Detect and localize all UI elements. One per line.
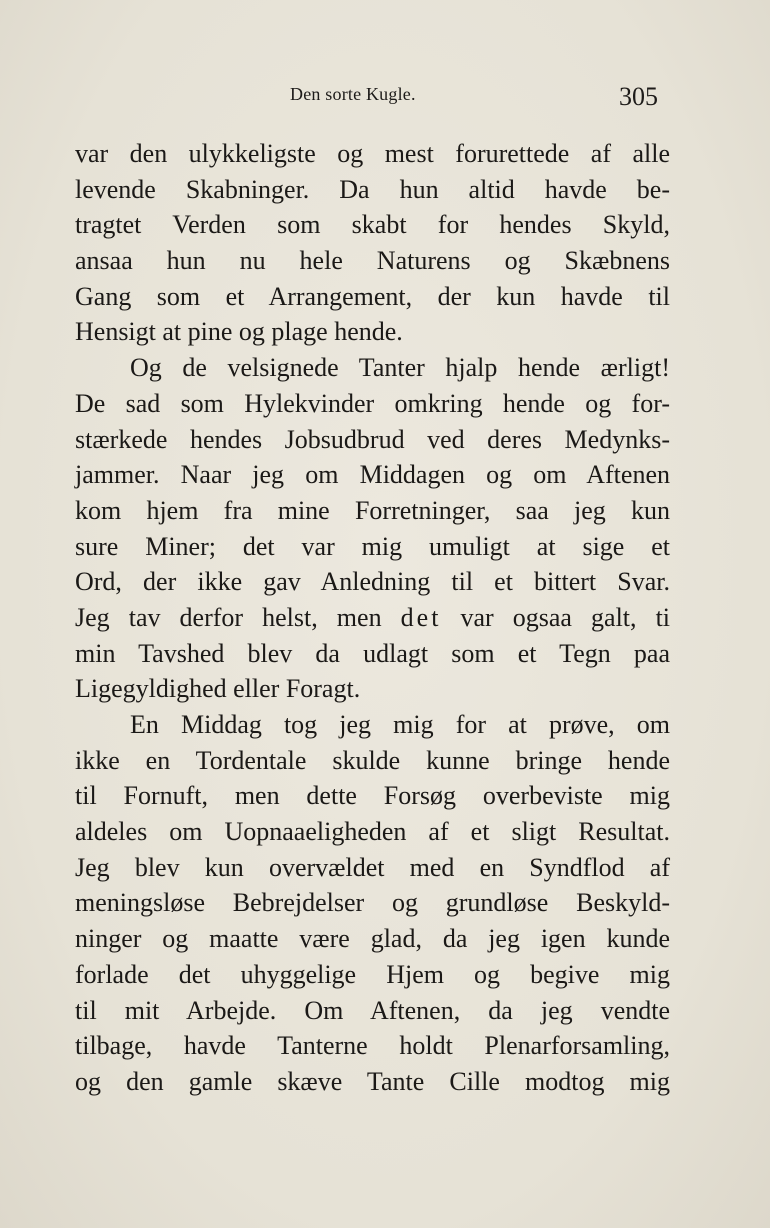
text-line: ninger og maatte være glad, da jeg igen kunde xyxy=(75,924,670,954)
text-line: Jeg blev kun overvældet med en Syndflod af xyxy=(75,852,670,882)
text-line: til Fornuft, men dette Forsøg overbeviste mig xyxy=(75,781,670,811)
text-line: jammer. Naar jeg om Middagen og om Aftenen xyxy=(75,460,670,490)
chapter-title: Den sorte Kugle. xyxy=(290,84,416,104)
text-line: stærkede hendes Jobsudbrud ved deres Medynks- xyxy=(75,424,670,454)
text-line: kom hjem fra mine Forretninger, saa jeg kun xyxy=(75,495,670,525)
emphasized-word: det xyxy=(400,602,442,632)
text-line: tilbage, havde Tanterne holdt Plenarforsamling, xyxy=(75,1031,670,1061)
text-line: Ligegyldighed eller Foragt. xyxy=(75,674,361,704)
text-line: tragtet Verden som skabt for hendes Skyld, xyxy=(75,210,670,240)
text-segment: var ogsaa galt, ti xyxy=(460,602,671,632)
text-line: var den ulykkeligste og mest forurettede af alle xyxy=(75,139,670,168)
text-line: Gang som et Arrangement, der kun havde til xyxy=(75,281,670,311)
text-line: sure Miner; det var mig umuligt at sige et xyxy=(75,531,670,561)
text-line-emphasis xyxy=(75,600,670,636)
text-line: Hensigt at pine og plage hende. xyxy=(75,317,403,347)
text-line: Og de velsignede Tanter hjalp hende ærligt! xyxy=(130,353,670,383)
text-line: og den gamle skæve Tante Cille modtog mig xyxy=(75,1066,670,1096)
text-line: til mit Arbejde. Om Aftenen, da jeg vendte xyxy=(75,995,670,1025)
text-line: Ord, der ikke gav Anledning til et bittert Svar. xyxy=(75,567,670,597)
text-line: meningsløse Bebrejdelser og grundløse Beskyld- xyxy=(75,888,670,918)
text-line: forlade det uhyggelige Hjem og begive mig xyxy=(75,959,670,989)
text-line: En Middag tog jeg mig for at prøve, om xyxy=(130,710,670,739)
text-segment: Jeg tav derfor helst, men xyxy=(75,602,382,632)
body-text xyxy=(75,136,670,1100)
text-line: ikke en Tordentale skulde kunne bringe hende xyxy=(75,745,670,775)
text-line: aldeles om Uopnaaeligheden af et sligt Resultat. xyxy=(75,817,670,847)
page-number: 305 xyxy=(619,82,658,111)
running-head xyxy=(0,84,770,112)
text-line: De sad som Hylekvinder omkring hende og for- xyxy=(75,388,670,418)
text-line: min Tavshed blev da udlagt som et Tegn paa xyxy=(75,638,670,668)
text-line: levende Skabninger. Da hun altid havde be- xyxy=(75,174,670,204)
text-line: ansaa hun nu hele Naturens og Skæbnens xyxy=(75,246,670,276)
